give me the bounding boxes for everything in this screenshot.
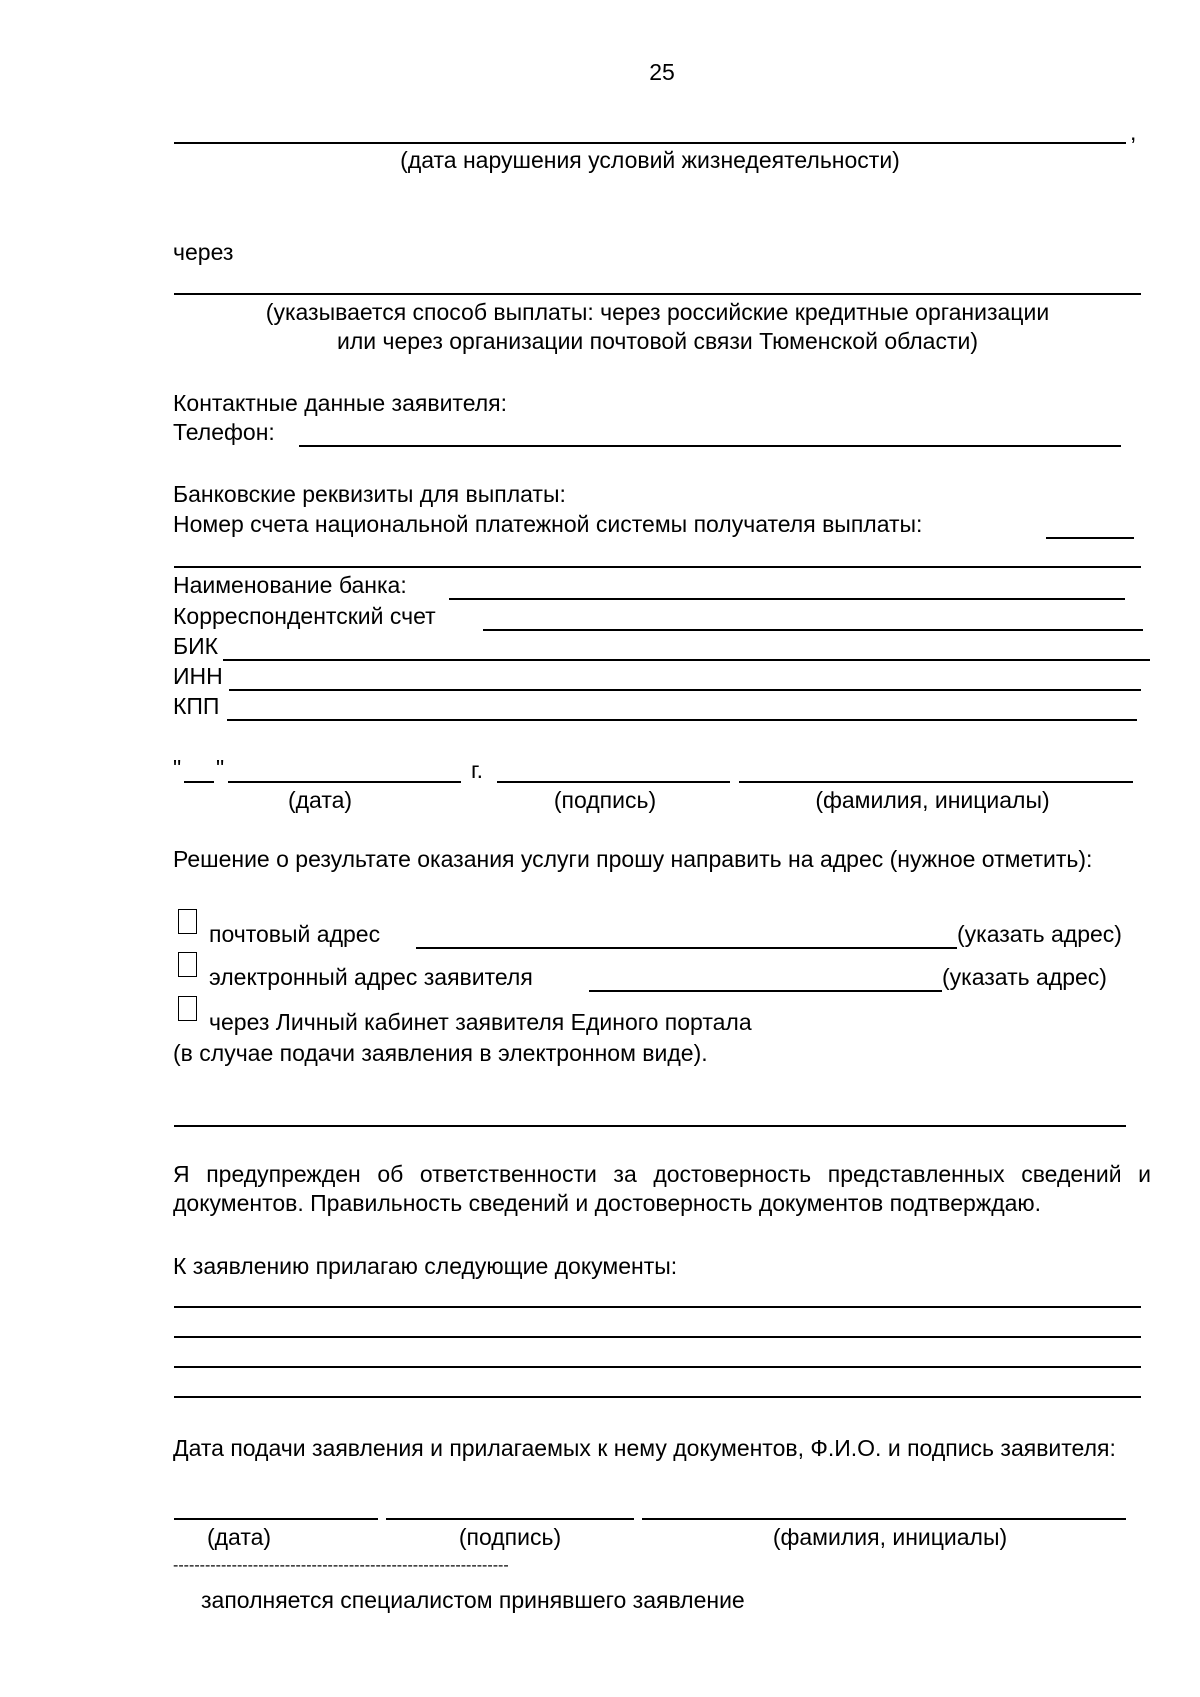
attachments-label: К заявлению прилагаю следующие документы:: [173, 1253, 678, 1279]
violation-date-line[interactable]: [174, 142, 1126, 144]
name-field-line[interactable]: [739, 781, 1133, 783]
opt-email-label: электронный адрес заявителя: [209, 964, 533, 990]
opt-portal-label: через Личный кабинет заявителя Единого портала: [209, 1009, 752, 1035]
account-field-line[interactable]: [1046, 537, 1134, 539]
date-quote-close: ": [216, 755, 225, 781]
email-address-checkbox[interactable]: [178, 952, 197, 977]
via-label: через: [173, 239, 234, 265]
bik-label: БИК: [173, 633, 219, 659]
kpp-label: КПП: [173, 693, 220, 719]
corr-account-label: Корреспондентский счет: [173, 603, 436, 629]
attachment-line-4[interactable]: [174, 1396, 1141, 1398]
attachment-line-3[interactable]: [174, 1366, 1141, 1368]
separator-line: [174, 1125, 1126, 1127]
attachment-line-1[interactable]: [174, 1306, 1141, 1308]
specialist-note: заполняется специалистом принявшего заявление: [201, 1587, 745, 1613]
postal-address-checkbox[interactable]: [178, 909, 197, 934]
attachment-line-2[interactable]: [174, 1336, 1141, 1338]
sig2-date-hint: (дата): [206, 1524, 272, 1550]
portal-checkbox[interactable]: [178, 996, 197, 1021]
warning-text: Я предупрежден об ответственности за достоверность представленных сведений и документов. Правильность сведений и достоверность документов подтверждаю.: [173, 1161, 1151, 1216]
signature-field-line[interactable]: [497, 781, 730, 783]
page-number: 25: [649, 59, 675, 85]
account-label: Номер счета национальной платежной системы получателя выплаты:: [173, 511, 923, 537]
bank-title: Банковские реквизиты для выплаты:: [173, 481, 566, 507]
violation-date-hint: (дата нарушения условий жизнедеятельности): [400, 147, 900, 173]
kpp-field-line[interactable]: [227, 719, 1137, 721]
date-quote-open: ": [173, 755, 182, 781]
day-field-line[interactable]: [184, 781, 214, 783]
phone-label: Телефон:: [173, 419, 275, 445]
opt-portal-note: (в случае подачи заявления в электронном виде).: [173, 1040, 708, 1066]
opt-postal-hint: (указать адрес): [957, 921, 1122, 947]
opt-email-hint: (указать адрес): [942, 964, 1107, 990]
sig2-date-field-line[interactable]: [174, 1518, 378, 1520]
sig2-signature-hint: (подпись): [458, 1524, 562, 1550]
sig1-date-hint: (дата): [287, 787, 353, 813]
opt-postal-label: почтовый адрес: [209, 921, 381, 947]
bank-name-field-line[interactable]: [449, 598, 1125, 600]
sig2-name-field-line[interactable]: [642, 1518, 1126, 1520]
top-line-comma: ,: [1130, 119, 1137, 145]
date-field-line[interactable]: [228, 781, 461, 783]
sig1-signature-hint: (подпись): [553, 787, 657, 813]
bik-field-line[interactable]: [223, 659, 1150, 661]
phone-field-line[interactable]: [299, 445, 1121, 447]
sig1-name-hint: (фамилия, инициалы): [815, 787, 1050, 813]
contacts-title: Контактные данные заявителя:: [173, 390, 507, 416]
inn-label: ИНН: [173, 663, 223, 689]
year-suffix: г.: [471, 757, 483, 783]
sig2-name-hint: (фамилия, инициалы): [772, 1524, 1008, 1550]
payment-method-line[interactable]: [174, 293, 1141, 295]
inn-field-line[interactable]: [229, 689, 1141, 691]
decision-text: Решение о результате оказания услуги прошу направить на адрес (нужное отметить):: [173, 846, 1093, 872]
submission-text: Дата подачи заявления и прилагаемых к нему документов, Ф.И.О. и подпись заявителя:: [173, 1435, 1116, 1461]
email-address-field-line[interactable]: [589, 990, 942, 992]
corr-account-field-line[interactable]: [483, 629, 1143, 631]
account-field-line-2[interactable]: [174, 566, 1141, 568]
postal-address-field-line[interactable]: [416, 947, 957, 949]
dash-separator: ---------------------------------------------------------------: [173, 1558, 509, 1574]
payment-method-hint-2: или через организации почтовой связи Тюменской области): [336, 328, 979, 354]
bank-name-label: Наименование банка:: [173, 572, 407, 598]
sig2-signature-field-line[interactable]: [386, 1518, 634, 1520]
payment-method-hint-1: (указывается способ выплаты: через российские кредитные организации: [265, 299, 1050, 325]
